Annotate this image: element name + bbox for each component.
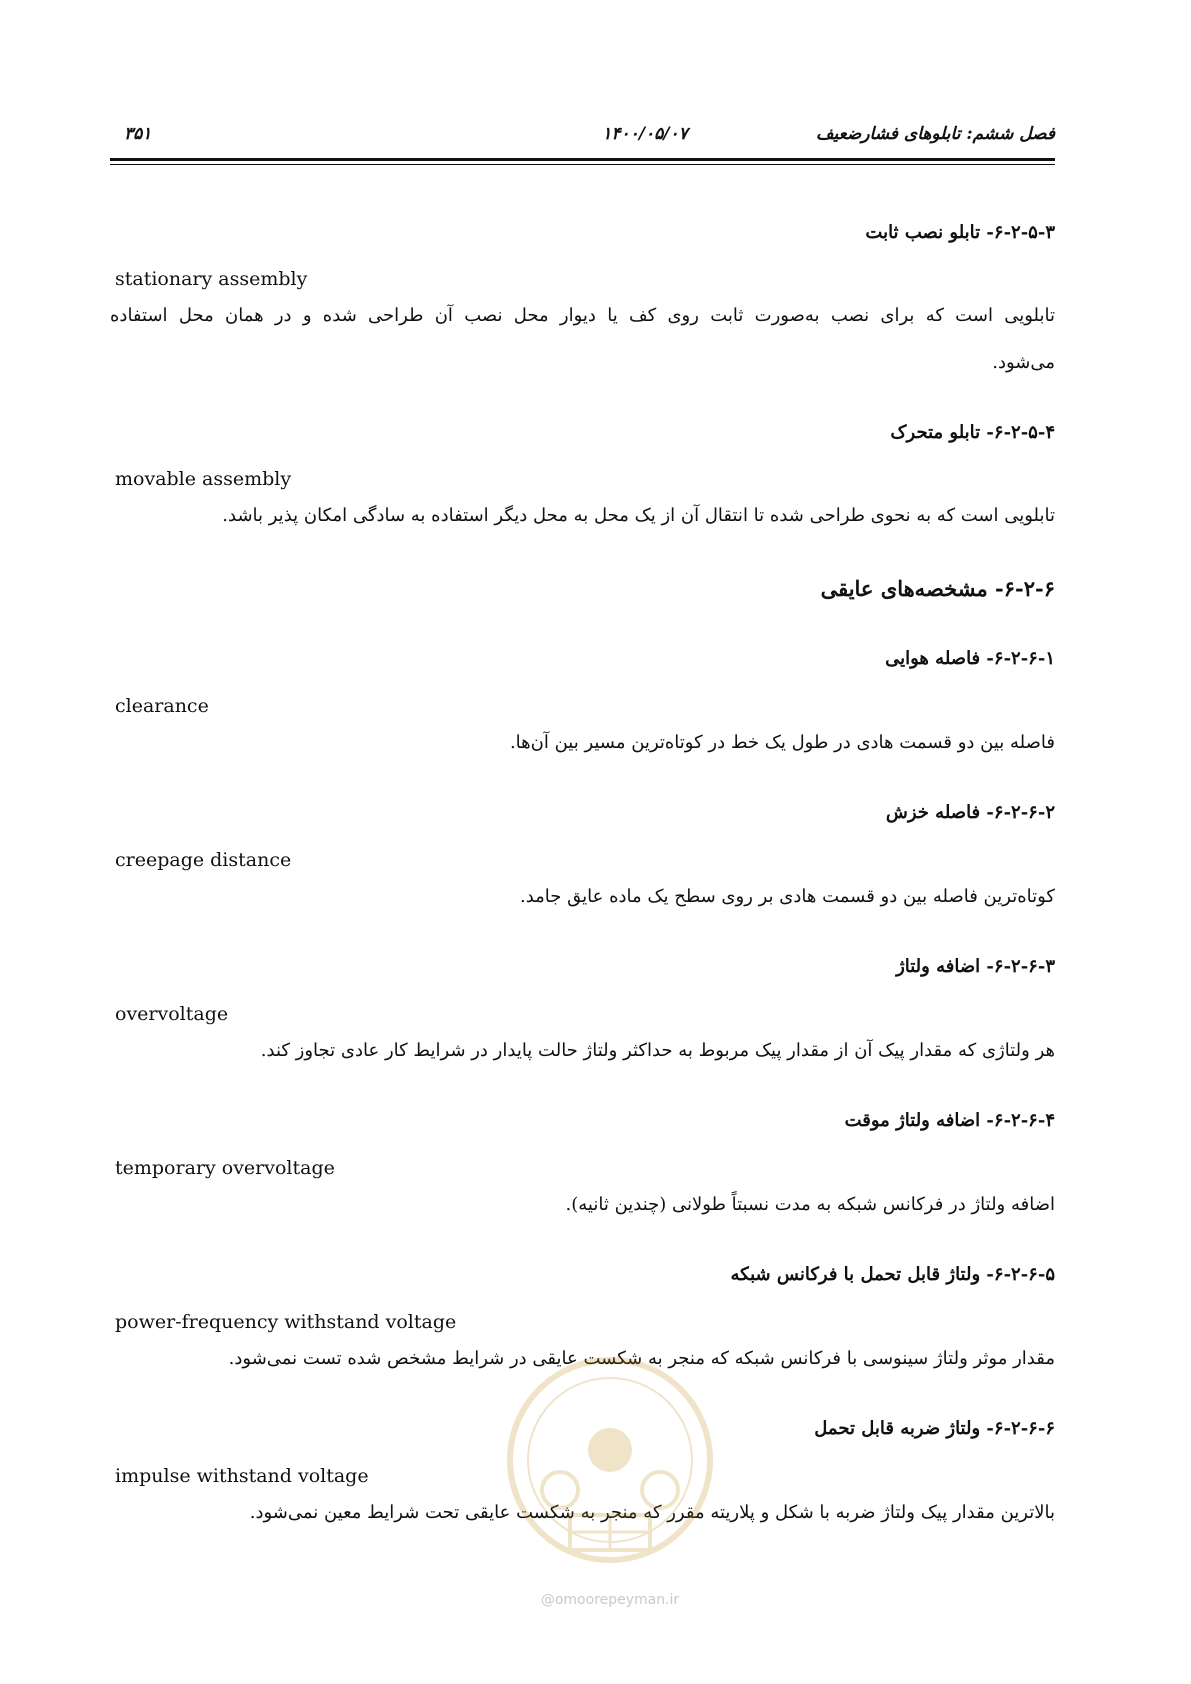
section-heading: ۶-۲-۵-۴- تابلو متحرک — [890, 422, 1055, 443]
header-date: ۱۴۰۰/۰۵/۰۷ — [602, 124, 688, 144]
section-body-line: تابلویی است که به نحوی طراحی شده تا انتقال آن از یک محل به محل دیگر استفاده به سادگی امکان پذیر باشد. — [222, 505, 1055, 526]
header-rule-thick — [110, 158, 1055, 161]
section-body-line: هر ولتاژی که مقدار پیک آن از مقدار پیک مربوط به حداکثر ولتاژ حالت پایدار در شرایط کار عادی تجاوز کند. — [260, 1040, 1055, 1061]
watermark-text: @omoorepeyman.ir — [540, 1592, 680, 1608]
section-body-line: کوتاه‌ترین فاصله بین دو قسمت هادی بر روی سطح یک ماده عایق جامد. — [519, 886, 1055, 907]
section-body-line: مقدار موثر ولتاژ سینوسی با فرکانس شبکه که منجر به شکست عایقی در شرایط مشخص شده تست نمی‌شود. — [228, 1348, 1055, 1369]
section-heading: ۶-۲-۵-۳- تابلو نصب ثابت — [865, 222, 1055, 243]
section-heading: ۶-۲-۶-۴- اضافه ولتاژ موقت — [844, 1110, 1055, 1131]
section-heading: ۶-۲-۶-۵- ولتاژ قابل تحمل با فرکانس شبکه — [730, 1264, 1055, 1285]
section-term: power-frequency withstand voltage — [115, 1311, 457, 1333]
section-term: impulse withstand voltage — [115, 1465, 369, 1487]
section-body-line: فاصله بین دو قسمت هادی در طول یک خط در کوتاه‌ترین مسیر بین آن‌ها. — [509, 732, 1055, 753]
section-term: overvoltage — [115, 1003, 229, 1025]
section-heading: ۶-۲-۶-۱- فاصله هوایی — [885, 648, 1055, 669]
section-body-line: بالاترین مقدار پیک ولتاژ ضربه با شکل و پلاریته مقرر که منجر به شکست عایقی تحت شرایط معین نمی‌شود. — [249, 1502, 1055, 1523]
header-rule-thin — [110, 164, 1055, 165]
chapter-title: فصل ششم: تابلوهای فشارضعیف — [815, 124, 1055, 144]
section-body-line: می‌شود. — [992, 352, 1055, 373]
page-number: ۳۵۱ — [124, 124, 152, 144]
section-term: creepage distance — [115, 849, 292, 871]
section-term: temporary overvoltage — [115, 1157, 335, 1179]
section-heading: ۶-۲-۶-۳- اضافه ولتاژ — [896, 956, 1055, 977]
watermark-logo-icon — [490, 1340, 730, 1590]
section-body-line: تابلویی است که برای نصب به‌صورت ثابت روی کف یا دیوار محل نصب آن طراحی شده و در همان محل استفاده — [110, 305, 1055, 326]
section-heading: ۶-۲-۶-۲- فاصله خزش — [885, 802, 1055, 823]
section-heading-major: ۶-۲-۶- مشخصه‌های عایقی — [820, 576, 1055, 601]
section-term: stationary assembly — [115, 268, 308, 290]
section-heading: ۶-۲-۶-۶- ولتاژ ضربه قابل تحمل — [814, 1418, 1055, 1439]
section-term: clearance — [115, 695, 209, 717]
section-body-line: اضافه ولتاژ در فرکانس شبکه به مدت نسبتاً طولانی (چندین ثانیه). — [565, 1194, 1055, 1215]
page-header — [110, 124, 1055, 148]
section-term: movable assembly — [115, 468, 292, 490]
